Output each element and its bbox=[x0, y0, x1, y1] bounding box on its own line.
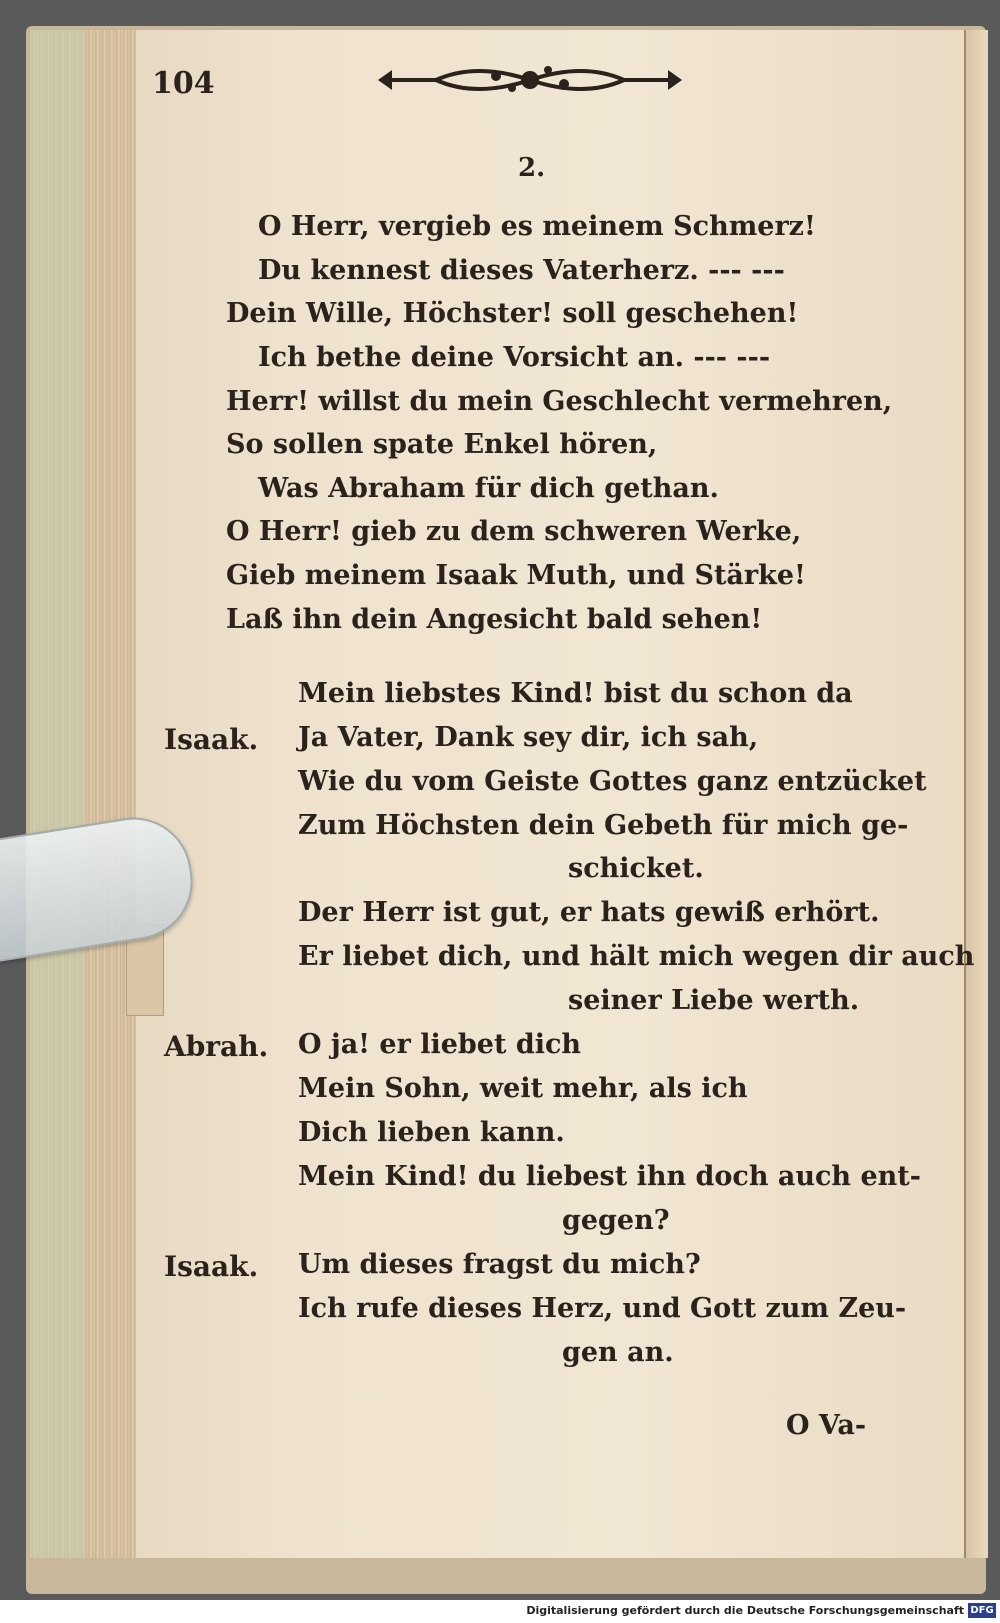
dfg-logo-icon: DFG bbox=[968, 1603, 996, 1618]
verse-line: Ja Vater, Dank sey dir, ich sah, bbox=[298, 722, 759, 753]
verse-line: Mein liebstes Kind! bist du schon da bbox=[298, 678, 853, 709]
verse-line: So sollen spate Enkel hören, bbox=[226, 429, 658, 460]
section-number: 2. bbox=[518, 153, 546, 183]
verse-line: Um dieses fragst du mich? bbox=[298, 1249, 701, 1280]
verse-line: Herr! willst du mein Geschlecht vermehren, bbox=[226, 386, 893, 417]
speaker-name: Abrah. bbox=[164, 1030, 269, 1063]
verse-line: Was Abraham für dich gethan. bbox=[258, 473, 719, 504]
verse-line: Dich lieben kann. bbox=[298, 1117, 565, 1148]
footer-credit: Digitalisierung gefördert durch die Deutsche Forschungsgemeinschaft bbox=[526, 1604, 964, 1617]
page-edges-tint bbox=[30, 30, 84, 1558]
verse-line: Dein Wille, Höchster! soll geschehen! bbox=[226, 298, 799, 329]
verse-line: gen an. bbox=[562, 1337, 674, 1368]
verse-line: seiner Liebe werth. bbox=[568, 985, 860, 1016]
verse-line: O Herr, vergieb es meinem Schmerz! bbox=[258, 211, 816, 242]
page-number: 104 bbox=[152, 66, 215, 101]
verse-line: Der Herr ist gut, er hats gewiß erhört. bbox=[298, 897, 880, 928]
facing-page-edge bbox=[964, 30, 988, 1558]
verse-line: O Herr! gieb zu dem schweren Werke, bbox=[226, 516, 802, 547]
verse-line: Wie du vom Geiste Gottes ganz entzücket bbox=[298, 766, 927, 797]
verse-line: Zum Höchsten dein Gebeth für mich ge- bbox=[298, 810, 909, 841]
speaker-name: Isaak. bbox=[164, 1250, 259, 1283]
verse-line: Du kennest dieses Vaterherz. --- --- bbox=[258, 255, 785, 286]
verse-line: Er liebet dich, und hält mich wegen dir auch bbox=[298, 941, 975, 972]
verse-line: Laß ihn dein Angesicht bald sehen! bbox=[226, 604, 763, 635]
catchword: O Va- bbox=[786, 1410, 867, 1441]
verse-line: Mein Kind! du liebest ihn doch auch ent- bbox=[298, 1161, 921, 1192]
verse-line: schicket. bbox=[568, 853, 704, 884]
verse-line: Mein Sohn, weit mehr, als ich bbox=[298, 1073, 748, 1104]
verse-line: Ich rufe dieses Herz, und Gott zum Zeu- bbox=[298, 1293, 907, 1324]
ornament-icon bbox=[376, 58, 684, 102]
verse-line: Ich bethe deine Vorsicht an. --- --- bbox=[258, 342, 771, 373]
verse-line: Gieb meinem Isaak Muth, und Stärke! bbox=[226, 560, 806, 591]
speaker-name: Isaak. bbox=[164, 723, 259, 756]
verse-line: O ja! er liebet dich bbox=[298, 1029, 582, 1060]
verse-line: gegen? bbox=[562, 1205, 670, 1236]
